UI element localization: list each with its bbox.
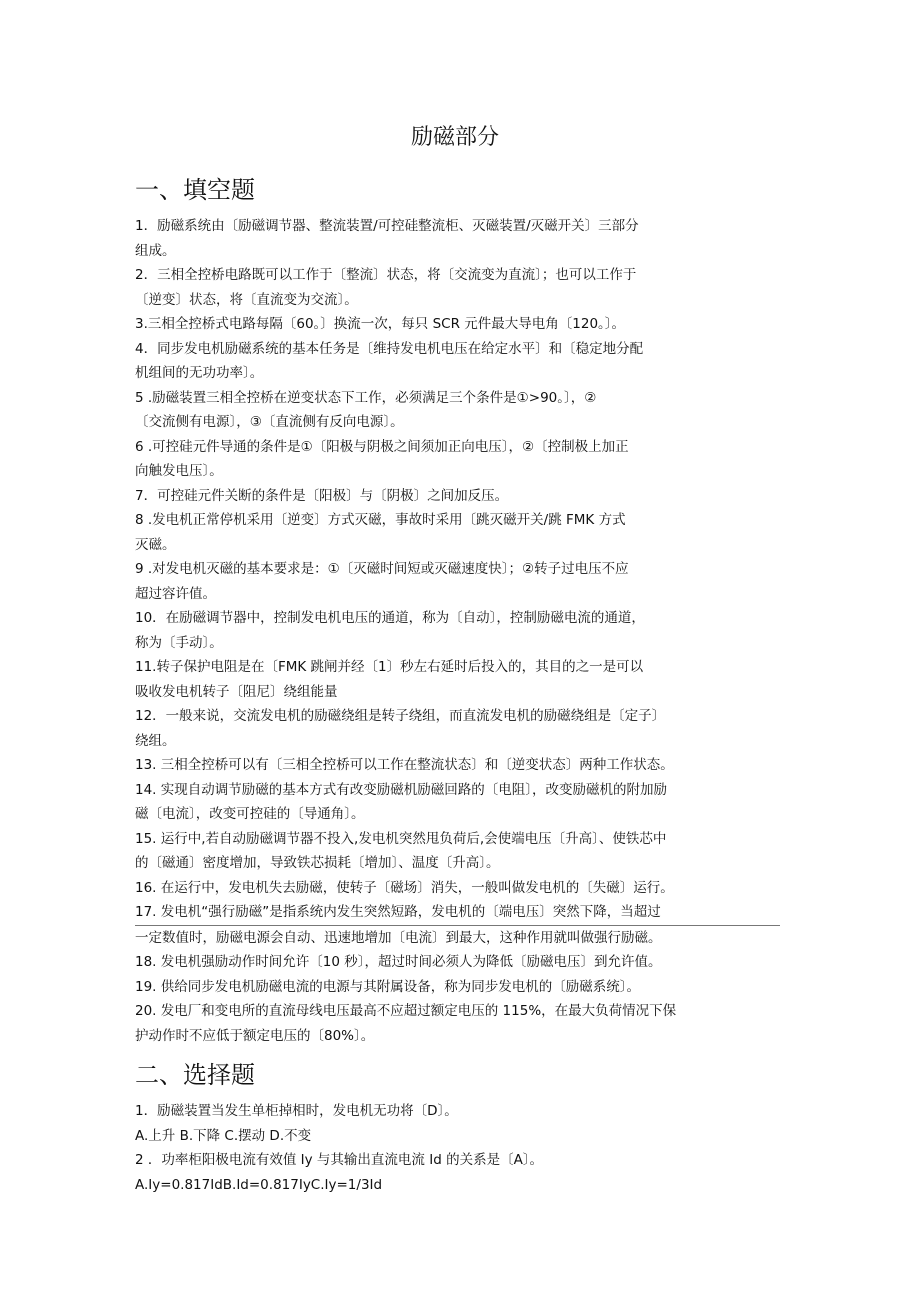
document-title: 励磁部分 <box>410 125 499 150</box>
question-line: 组成。 <box>135 242 176 259</box>
question-line: 向触发电压〕。 <box>135 463 223 479</box>
question-item <box>135 655 785 704</box>
question-line: 1．励磁系统由〔励磁调节器、整流装置/可控硅整流柜、灭磁装置/灭磁开关〕三部分 <box>135 218 639 234</box>
fill-in-blank-questions <box>135 214 785 1048</box>
question-item <box>135 484 785 509</box>
question-line: 灭磁。 <box>135 536 176 553</box>
question-line: 7．可控硅元件关断的条件是〔阳极〕与〔阴极〕之间加反压。 <box>135 487 509 504</box>
question-item <box>135 950 785 975</box>
question-line: 9 .对发电机灭磁的基本要求是：①〔灭磁时间短或灭磁速度快〕；②转子过电压不应 <box>135 561 629 577</box>
question-line: 11.转子保护电阻是在〔FMK 跳闸并经〔1〕秒左右延时后投入的，其目的之一是可以 <box>135 659 644 675</box>
question-item <box>135 1099 785 1124</box>
question-item <box>135 704 785 753</box>
question-line: 2．三相全控桥电路既可以工作于〔整流〕状态，将〔交流变为直流〕；也可以工作于 <box>135 267 637 283</box>
section-heading-fill-in-blank: 一、填空题 <box>135 176 255 204</box>
question-line: 8 .发电机正常停机采用〔逆变〕方式灭磁，事故时采用〔跳灭磁开关/跳 FMK 方式 <box>135 512 626 528</box>
question-item <box>135 1124 785 1149</box>
question-line: 20. 发电厂和变电所的直流母线电压最高不应超过额定电压的 115%，在最大负荷情况下保 <box>135 1003 677 1019</box>
question-line: 1．励磁装置当发生单柜掉相时，发电机无功将〔D〕。 <box>135 1103 458 1119</box>
question-line: 称为〔手动〕。 <box>135 634 223 651</box>
question-line: 3.三相全控桥式电路每隔〔60。〕换流一次，每只 SCR 元件最大导电角〔120。〕。 <box>135 316 626 332</box>
question-item <box>135 1148 785 1173</box>
question-item <box>135 606 785 655</box>
question-item <box>135 753 785 778</box>
question-line: 的〔磁通〕密度增加，导致铁芯损耗〔增加〕、温度〔升高〕。 <box>135 855 500 871</box>
question-line: 4．同步发电机励磁系统的基本任务是〔维持发电机电压在给定水平〕和〔稳定地分配 <box>135 340 644 357</box>
question-line: 17. 发电机“强行励磁”是指系统内发生突然短路，发电机的〔端电压〕突然下降，当超过 <box>135 904 661 920</box>
question-line: 13. 三相全控桥可以有〔三相全控桥可以工作在整流状态〕和〔逆变状态〕两种工作状态。 <box>135 757 674 773</box>
section-heading-multiple-choice: 二、选择题 <box>135 1061 255 1089</box>
question-line: A.上升 B.下降 C.摆动 D.不变 <box>135 1127 312 1144</box>
question-line: 6 .可控硅元件导通的条件是①〔阳极与阴极之间须加正向电压〕，②〔控制极上加正 <box>135 438 629 455</box>
multiple-choice-questions <box>135 1099 785 1197</box>
question-line: 机组间的无功功率〕。 <box>135 365 264 381</box>
question-line: 〔交流侧有电源〕，③〔直流侧有反向电源〕。 <box>135 414 404 430</box>
question-line: 14. 实现自动调节励磁的基本方式有改变励磁机励磁回路的〔电阻〕，改变励磁机的附加励 <box>135 781 668 798</box>
question-item <box>135 435 785 484</box>
question-line: 19. 供给同步发电机励磁电流的电源与其附属设备，称为同步发电机的〔励磁系统〕。 <box>135 978 641 995</box>
question-line: 一定数值时，励磁电源会自动、迅速地增加〔电流〕到最大，这种作用就叫做强行励磁。 <box>135 929 662 946</box>
question-item <box>135 508 785 557</box>
question-item <box>135 1173 785 1198</box>
question-line: A.Iy=0.817IdB.Id=0.817IyC.Iy=1/3Id <box>135 1176 383 1193</box>
question-line: 2 ．功率柜阳极电流有效值 Iy 与其输出直流电流 Id 的关系是〔A〕。 <box>135 1152 544 1168</box>
question-line: 吸收发电机转子〔阻尼〕绕组能量 <box>135 683 338 700</box>
question-item <box>135 386 785 435</box>
question-line: 〔逆变〕状态，将〔直流变为交流〕。 <box>135 291 358 308</box>
question-line: 18. 发电机强励动作时间允许〔10 秒〕，超过时间必须人为降低〔励磁电压〕到允许值。 <box>135 954 662 970</box>
question-item <box>135 999 785 1048</box>
question-item <box>135 778 785 827</box>
question-item <box>135 263 785 312</box>
question-item <box>135 975 785 1000</box>
question-item <box>135 876 785 901</box>
question-line: 5 .励磁装置三相全控桥在逆变状态下工作，必须满足三个条件是①>90。〕，② <box>135 389 597 406</box>
question-line: 超过容许值。 <box>135 585 216 602</box>
question-item <box>135 214 785 263</box>
question-item <box>135 827 785 876</box>
question-line: 15. 运行中,若自动励磁调节器不投入,发电机突然甩负荷后,会使端电压〔升高〕、使铁芯中 <box>135 830 667 847</box>
question-item <box>135 557 785 606</box>
question-line: 绕组。 <box>135 732 176 749</box>
question-line: 磁〔电流〕，改变可控硅的〔导通角〕。 <box>135 806 365 822</box>
question-item <box>135 312 785 337</box>
question-line: 护动作时不应低于额定电压的〔80%〕。 <box>135 1027 375 1044</box>
question-line: 12．一般来说，交流发电机的励磁绕组是转子绕组，而直流发电机的励磁绕组是〔定子〕 <box>135 708 666 724</box>
question-line: 10．在励磁调节器中，控制发电机电压的通道，称为〔自动〕，控制励磁电流的通道， <box>135 610 645 626</box>
question-item <box>135 337 785 386</box>
question-line: 16. 在运行中，发电机失去励磁，使转子〔磁场〕消失，一般叫做发电机的〔失磁〕运行。 <box>135 879 674 896</box>
question-item <box>135 900 785 950</box>
